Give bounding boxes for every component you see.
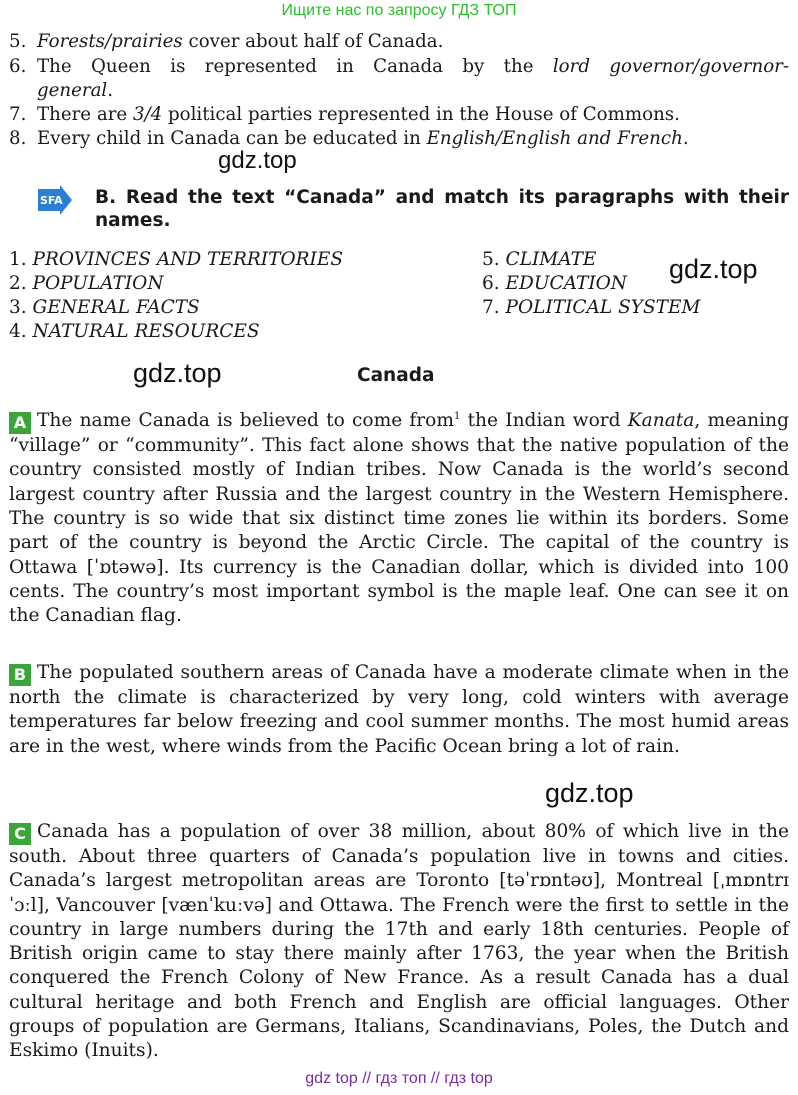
footer-watermark: gdz top // гдз топ // гдз top — [305, 1070, 493, 1087]
paragraph-b: B The populated southern areas of Canada have a moderate climate when in the north the climate is characterized by very long, cold winters with average temperatures far below freezing and cool summer months. The most humid areas are in the west, where winds from the Pacific Ocean bring a lot of rain. — [9, 662, 789, 757]
names-list-left — [9, 248, 343, 344]
list-item: 4. NATURAL RESOURCES — [9, 321, 260, 342]
list-item: 1. PROVINCES AND TERRITORIES — [9, 249, 344, 270]
watermark: gdz.top — [669, 254, 758, 284]
paragraph-c: C Canada has a population of over 38 million, about 80% of which live in the south. About three quarters of Canada’s population live in towns and cities. Canada’s largest metropolitan areas are Toronto [təˈrɒntəʊ], Montreal [ˌmɒntrɪˈɔːl], Vancouver [vænˈkuːvə] and Ottawa. The French were the first to settle in the country in large numbers during the 17th and early 18th centuries. People of British origin came to stay there mainly after 1763, the year when the British conquered the French Colony of New France. As a result Canada has a dual cultural heritage and both French and English are official languages. Other groups of population are Germans, Italians, Scandinavians, Poles, the Dutch and Eskimo (Inuits). — [9, 821, 789, 1062]
watermark: gdz.top — [218, 147, 297, 174]
statement-8: 8. Every child in Canada can be educated in English/English and French. — [9, 128, 689, 149]
names-list-right — [482, 248, 700, 320]
statement-5: 5. Forests/prairies cover about half of Canada. — [9, 31, 444, 52]
statement-6: 6. The Queen is represented in Canada by the lord governor/governor- — [9, 56, 789, 77]
paragraph-badge-a: A — [9, 412, 31, 434]
top-banner: Ищите нас по запросу ГДЗ ТОП — [281, 2, 517, 19]
list-item: 5. CLIMATE — [482, 249, 597, 270]
paragraph-badge-b: B — [9, 664, 31, 686]
list-item: 6. EDUCATION — [482, 273, 627, 294]
sfa-icon — [38, 185, 72, 215]
watermark: gdz.top — [545, 778, 634, 808]
sfa-icon-label: SFA — [40, 194, 63, 207]
watermark: gdz.top — [133, 358, 222, 388]
text-title: Canada — [357, 365, 435, 386]
paragraph-badge-c: C — [9, 823, 31, 845]
list-item: 3. GENERAL FACTS — [9, 297, 200, 318]
statement-6-cont: general. — [37, 80, 114, 101]
list-item: 2. POPULATION — [9, 273, 164, 294]
task-instruction: B. Read the text “Canada” and match its paragraphs with their names. — [95, 187, 789, 231]
list-item: 7. POLITICAL SYSTEM — [482, 297, 701, 318]
paragraph-a: A The name Canada is believed to come from$^1$ the Indian word Kanata, meaning “village” or “community”. This fact alone shows that the native population of the country consisted mostly of Indian tribes. Now Canada is the world’s second largest country after Russia and the largest country in the Western Hemisphere. The country is so wide that six distinct time zones lie within its borders. Some part of the country is beyond the Arctic Circle. The capital of the country is Ottawa [ˈɒtəwə]. Its currency is the Canadian dollar, which is divided into 100 cents. The country’s most important symbol is the maple leaf. One can see it on the Canadian flag. — [9, 410, 789, 627]
statement-7: 7. There are 3/4 political parties represented in the House of Commons. — [9, 104, 680, 125]
